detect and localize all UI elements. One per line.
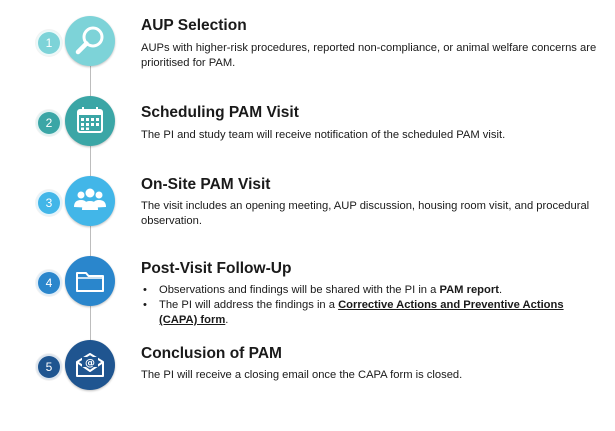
svg-text:@: @ — [85, 358, 95, 369]
bullet-list — [141, 283, 601, 328]
step-description: AUPs with higher-risk procedures, reported non-compliance, or animal welfare concerns are prioritised for PAM. — [141, 42, 597, 69]
bullet-end: . — [225, 314, 229, 326]
capa-form-link[interactable]: Corrective Actions and Preventive Actions (CAPA) form — [159, 299, 564, 326]
bullet-marker: • — [143, 284, 147, 296]
step-title: AUP Selection — [141, 17, 247, 34]
step-title: Conclusion of PAM — [141, 345, 282, 362]
bullet-item — [141, 298, 601, 328]
bullet-item — [141, 283, 601, 298]
step-title: Post-Visit Follow-Up — [141, 260, 292, 277]
step-description: The PI will receive a closing email once the CAPA form is closed. — [141, 369, 463, 381]
step-number-badge: 2 — [36, 110, 62, 136]
magnifier-icon — [65, 16, 115, 66]
step-description: The PI and study team will receive notification of the scheduled PAM visit. — [141, 129, 506, 141]
step-description — [141, 283, 601, 328]
email-icon — [65, 340, 115, 390]
bullet-end: . — [498, 284, 503, 296]
step-number-badge: 5 — [36, 354, 62, 380]
step-title: On-Site PAM Visit — [141, 176, 271, 193]
step-title: Scheduling PAM Visit — [141, 104, 299, 121]
bullet-text: Observations and findings will be shared with the PI in a — [159, 284, 440, 296]
calendar-icon — [65, 96, 115, 146]
bullet-marker: • — [143, 299, 147, 311]
bullet-text: The PI will address the findings in a — [159, 299, 339, 311]
step-number-badge: 1 — [36, 30, 62, 56]
step-number-badge: 4 — [36, 270, 62, 296]
folder-icon — [65, 256, 115, 306]
step-description: The visit includes an opening meeting, AUP discussion, housing room visit, and procedural observation. — [141, 200, 590, 227]
team-icon — [65, 176, 115, 226]
step-number-badge: 3 — [36, 190, 62, 216]
pam-report-emphasis: PAM report — [439, 284, 499, 296]
